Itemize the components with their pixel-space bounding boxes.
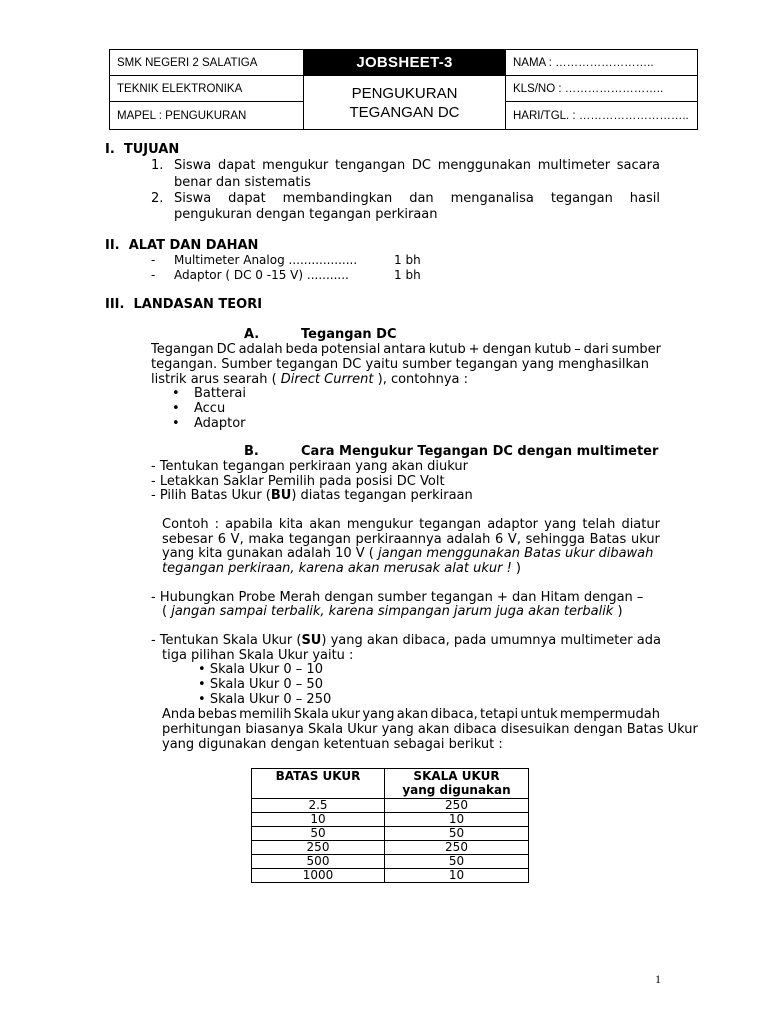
batas-ukur-cell: 500 <box>252 855 385 869</box>
skala-item: • Skala Ukur 0 – 50 <box>198 677 323 692</box>
skala-ukur-cell: 50 <box>385 827 529 841</box>
col-skala-line2: yang digunakan <box>402 783 511 797</box>
tujuan-2-num: 2. <box>151 191 164 206</box>
section-1-num: I. <box>105 142 115 157</box>
skala-1-bold: SU <box>301 633 322 648</box>
skala-item: • Skala Ukur 0 – 10 <box>198 662 323 677</box>
batas-ukur-cell: 10 <box>252 813 385 827</box>
teori-a-para-line3 <box>151 372 468 387</box>
skala-item-text: Skala Ukur 0 – 10 <box>209 662 323 677</box>
batas-ukur-cell: 250 <box>252 841 385 855</box>
bebas-line3: yang digunakan dengan ketentuan sebagai berikut : <box>162 737 503 752</box>
probe-1: Hubungkan Probe Merah dengan sumber tegangan + dan Hitam dengan – <box>159 590 644 605</box>
contoh-1: Contoh : apabila kita akan mengukur tegangan adaptor yang telah diatur <box>162 517 660 532</box>
contoh-line2 <box>162 532 660 547</box>
teori-a-p3-post: ), contohnya : <box>373 372 468 387</box>
skala-item-text: Skala Ukur 0 – 250 <box>209 692 332 707</box>
skala-ukur-cell: 50 <box>385 855 529 869</box>
alat-2-dash: - <box>151 268 156 282</box>
section-3-heading <box>105 297 262 312</box>
contoh-3-italic: jangan menggunakan Batas ukur dibawah <box>378 546 654 561</box>
step-text: Letakkan Saklar Pemilih pada posisi DC Volt <box>159 474 445 489</box>
subsection-a-title: Tegangan DC <box>301 327 397 342</box>
tujuan-1-num: 1. <box>151 158 164 173</box>
teori-a-para-line2 <box>151 357 661 372</box>
skala-line1: - Tentukan Skala Ukur (SU) yang akan dibaca, pada umumnya multimeter ada <box>151 633 661 648</box>
skala-ukur-cell: 10 <box>385 813 529 827</box>
skala-item: • Skala Ukur 0 – 250 <box>198 692 332 707</box>
skala-line2: tiga pilihan Skala Ukur yaitu : <box>162 648 354 663</box>
contoh-line1 <box>162 517 660 532</box>
tujuan-2-line2: pengukuran dengan tegangan perkiraan <box>174 207 438 222</box>
col-skala-line1: SKALA UKUR <box>413 769 500 783</box>
bullet-text: Batterai <box>194 386 246 401</box>
col-skala-ukur <box>385 769 529 799</box>
subsection-b-label: B. <box>244 444 259 459</box>
subject-name: MAPEL : PENGUKURAN <box>110 102 304 130</box>
page-number: 1 <box>655 972 661 986</box>
probe-line2 <box>162 604 623 619</box>
batas-skala-table <box>251 768 529 883</box>
step3-pre: Pilih Batas Ukur ( <box>159 488 271 503</box>
col-batas-ukur: BATAS UKUR <box>252 769 385 799</box>
probe-2-post: ) <box>613 604 623 619</box>
bullet-item: • Accu <box>172 401 226 416</box>
contoh-4-italic: tegangan perkiraan, karena akan merusak alat ukur ! <box>162 561 512 576</box>
alat-1-name: Multimeter Analog .................. <box>174 253 358 267</box>
contoh-2: sebesar 6 V, maka tegangan perkiraannya adalah 6 V, sehingga Batas ukur <box>162 532 660 547</box>
step3-post: ) diatas tegangan perkiraan <box>291 488 473 503</box>
teori-a-p3-pre: listrik arus searah ( <box>151 372 281 387</box>
hari-field: HARI/TGL. : ……………………….. <box>506 102 698 130</box>
probe-2-italic: jangan sampai terbalik, karena simpangan jarum juga akan terbalik <box>171 604 614 619</box>
teori-a-p1: Tegangan DC adalah beda potensial antara kutub + dengan kutub – dari sumber <box>151 342 661 357</box>
tujuan-2-line1 <box>174 191 660 206</box>
table-header-row <box>252 769 529 799</box>
contoh-4-post: ) <box>511 561 521 576</box>
alat-2-name: Adaptor ( DC 0 -15 V) ........... <box>174 268 349 282</box>
step3-bold: BU <box>270 488 292 503</box>
skala-ukur-cell: 250 <box>385 841 529 855</box>
bullet-item: • Batterai <box>172 386 246 401</box>
tujuan-1-text: Siswa dapat mengukur tengangan DC menggunakan multimeter sacara <box>174 158 660 173</box>
batas-ukur-cell: 2.5 <box>252 799 385 813</box>
tujuan-2-text: Siswa dapat membandingkan dan menganalisa tegangan hasil <box>174 191 660 206</box>
subsection-b-title: Cara Mengukur Tegangan DC dengan multimeter <box>301 444 659 459</box>
bullet-text: Accu <box>194 401 226 416</box>
table-row <box>252 869 529 883</box>
batas-ukur-cell: 50 <box>252 827 385 841</box>
bebas-line1 <box>162 707 660 722</box>
bebas-line2: perhitungan biasanya Skala Ukur yang akan dibaca disesuikan dengan Batas Ukur <box>162 722 698 737</box>
step-item: - Letakkan Saklar Pemilih pada posisi DC Volt <box>151 474 445 489</box>
table-row <box>252 855 529 869</box>
kls-field: KLS/NO : …………………….. <box>506 76 698 102</box>
skala-1-post: ) yang akan dibaca, pada umumnya multimeter ada <box>321 633 661 648</box>
jobsheet-title <box>304 76 506 130</box>
probe-2-pre: ( <box>162 604 172 619</box>
probe-line1: - Hubungkan Probe Merah dengan sumber tegangan + dan Hitam dengan – <box>151 590 644 605</box>
section-1-title: TUJUAN <box>123 142 180 157</box>
teori-a-p2: tegangan. Sumber tegangan DC yaitu sumber tegangan yang menghasilkan <box>151 357 649 372</box>
section-3-num: III. <box>105 297 125 312</box>
alat-1-qty: 1 bh <box>394 253 421 267</box>
table-row <box>252 813 529 827</box>
bullet-item: • Adaptor <box>172 416 246 431</box>
bebas-1: Anda bebas memilih Skala ukur yang akan dibaca, tetapi untuk mempermudah <box>162 707 660 722</box>
skala-1-pre: Tentukan Skala Ukur ( <box>159 633 302 648</box>
teori-a-p3-italic: Direct Current <box>280 372 374 387</box>
title-line-2: TEGANGAN DC <box>349 103 460 121</box>
header-table <box>109 49 698 130</box>
skala-ukur-cell: 10 <box>385 869 529 883</box>
tujuan-1-line2: benar dan sistematis <box>174 175 311 190</box>
table-row <box>252 827 529 841</box>
skala-ukur-cell: 250 <box>385 799 529 813</box>
title-line-1: PENGUKURAN <box>351 84 458 102</box>
section-1-heading <box>105 142 179 157</box>
school-name: SMK NEGERI 2 SALATIGA <box>110 50 304 76</box>
contoh-line3 <box>162 546 653 561</box>
skala-item-text: Skala Ukur 0 – 50 <box>209 677 323 692</box>
nama-field: NAMA : …………………….. <box>506 50 698 76</box>
tujuan-1-line1 <box>174 158 660 173</box>
table-row <box>252 799 529 813</box>
alat-2-qty: 1 bh <box>394 268 421 282</box>
department-name: TEKNIK ELEKTRONIKA <box>110 76 304 102</box>
step-item: - Pilih Batas Ukur (BU) diatas tegangan perkiraan <box>151 488 473 503</box>
step-text: Tentukan tegangan perkiraan yang akan diukur <box>159 459 469 474</box>
contoh-line4 <box>162 561 521 576</box>
teori-a-para-line1 <box>151 342 661 357</box>
contoh-3-pre: yang kita gunakan adalah 10 V ( <box>162 546 378 561</box>
alat-1-dash: - <box>151 253 156 267</box>
subsection-a-label: A. <box>244 327 260 342</box>
section-2-title: ALAT DAN DAHAN <box>128 238 259 253</box>
section-2-heading <box>105 238 258 253</box>
step-item: - Tentukan tegangan perkiraan yang akan diukur <box>151 459 469 474</box>
bullet-text: Adaptor <box>194 416 246 431</box>
section-2-num: II. <box>105 238 120 253</box>
jobsheet-label: JOBSHEET-3 <box>304 50 506 76</box>
table-row <box>252 841 529 855</box>
section-3-title: LANDASAN TEORI <box>133 297 263 312</box>
batas-ukur-cell: 1000 <box>252 869 385 883</box>
